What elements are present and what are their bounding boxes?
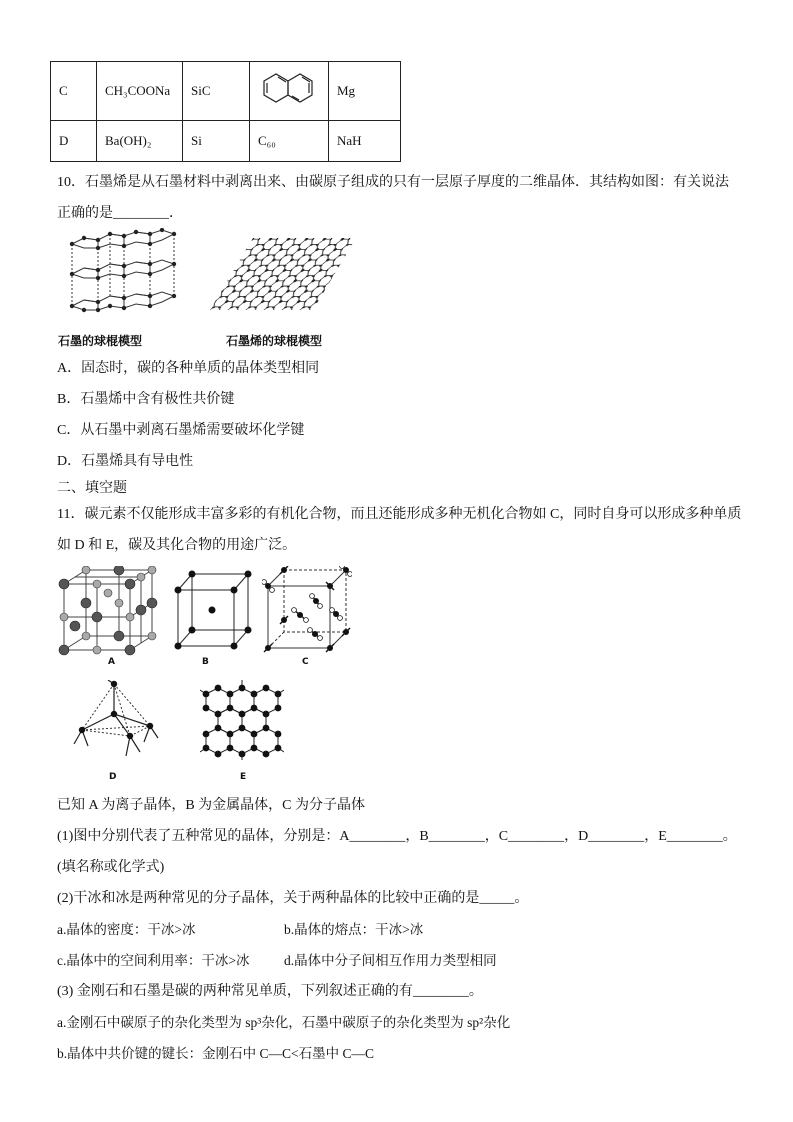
table-row (51, 62, 401, 121)
graphite-model-figure (62, 228, 182, 332)
options-table (50, 61, 401, 162)
table-cell: NaH (329, 121, 401, 162)
q11-part1-note: (填名称或化学式) (57, 860, 165, 875)
naphthalene-structure-icon (254, 69, 324, 109)
section-heading: 二、填空题 (57, 481, 127, 496)
q10-stem-line1: 10．石墨烯是从石墨材料中剥离出来、由碳原子组成的只有一层原子厚度的二维晶体．其结构如图：有关说法 (57, 175, 729, 190)
table-row (51, 121, 401, 162)
graphite-caption: 石墨的球棍模型 (58, 334, 143, 348)
graphene-model-figure (208, 234, 358, 314)
table-cell (250, 62, 329, 121)
q11-part3: (3) 金刚石和石墨是碳的两种常见单质，下列叙述正确的有________。 (57, 984, 483, 999)
figure-label-a: A (108, 657, 115, 667)
q11-stem-line2: 如 D 和 E，碳及其化合物的用途广泛。 (57, 538, 297, 553)
table-cell: Ba(OH)₂ (97, 121, 183, 162)
table-cell: Si (183, 121, 250, 162)
crystal-b-metal-figure (172, 568, 252, 652)
q11-part3-option-a: a.金刚石中碳原子的杂化类型为 sp³杂化，石墨中碳原子的杂化类型为 sp²杂化 (57, 1015, 511, 1030)
q11-part1: (1)图中分别代表了五种常见的晶体，分别是：A________，B________，C________，D________，E________。 (57, 829, 737, 844)
q10-option-c: C．从石墨中剥离石墨烯需要破坏化学键 (57, 423, 305, 438)
table-cell: SiC (183, 62, 250, 121)
q10-stem-line2: 正确的是________． (57, 206, 183, 221)
table-cell: CH₃COONa (97, 62, 183, 121)
q11-part3-option-b: b.晶体中共价键的键长：金刚石中 C—C<石墨中 C—C (57, 1046, 375, 1061)
figure-label-c: C (302, 657, 309, 667)
table-cell: Mg (329, 62, 401, 121)
q10-option-d: D．石墨烯具有导电性 (57, 454, 194, 469)
q11-stem-line1: 11．碳元素不仅能形成丰富多彩的有机化合物，而且还能形成多种无机化合物如 C，同时自身可以形成多种单质 (57, 507, 742, 522)
q11-part2-option-d: d.晶体中分子间相互作用力类型相同 (284, 953, 497, 968)
table-cell: C₆₀ (250, 121, 329, 162)
q11-part2-option-c: c.晶体中的空间利用率：干冰>冰 (57, 953, 250, 968)
crystal-a-nacl-figure (58, 566, 160, 658)
figure-label-d: D (109, 772, 117, 782)
row-label: D (51, 121, 97, 162)
graphene-caption: 石墨烯的球棍模型 (226, 334, 323, 348)
q10-option-b: B．石墨烯中含有极性共价键 (57, 392, 235, 407)
figure-label-b: B (202, 657, 209, 667)
row-label: C (51, 62, 97, 121)
figure-label-e: E (240, 772, 247, 782)
q10-option-a: A．固态时，碳的各种单质的晶体类型相同 (57, 361, 320, 376)
q11-known: 已知 A 为离子晶体，B 为金属晶体，C 为分子晶体 (57, 798, 366, 813)
crystal-e-graphite-figure (200, 680, 284, 760)
q11-part2: (2)干冰和冰是两种常见的分子晶体，关于两种晶体的比较中正确的是_____。 (57, 891, 529, 906)
q11-part2-option-a: a.晶体的密度：干冰>冰 (57, 922, 196, 937)
crystal-d-diamond-figure (68, 680, 160, 770)
q11-part2-option-b: b.晶体的熔点：干冰>冰 (284, 922, 424, 937)
crystal-c-molecular-figure (262, 566, 352, 656)
